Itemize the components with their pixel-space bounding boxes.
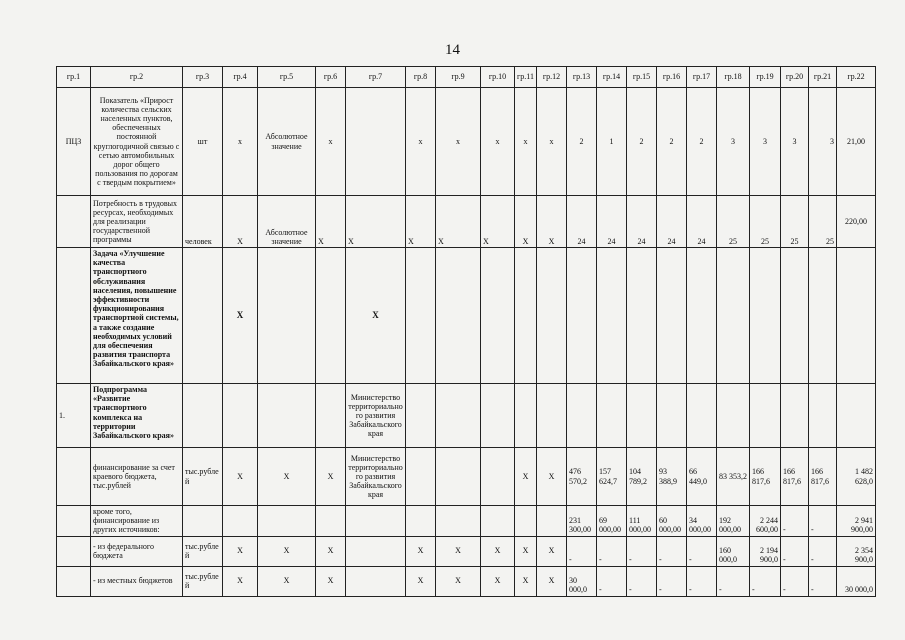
table-cell: 2 194 900,0 <box>750 536 781 566</box>
table-cell: Министерство территориального развития Забайкальского края <box>346 384 406 448</box>
table-cell: 111 000,00 <box>627 506 657 537</box>
table-cell: x <box>406 88 436 196</box>
table-cell <box>717 248 750 384</box>
table-cell <box>481 248 515 384</box>
table-cell: X <box>258 566 316 596</box>
table-cell <box>537 506 567 537</box>
table-cell: X <box>515 566 537 596</box>
table-cell <box>183 384 223 448</box>
header-cell: гр.9 <box>436 67 481 88</box>
table-cell: - <box>809 536 837 566</box>
table-row <box>57 536 876 566</box>
table-cell: x <box>481 88 515 196</box>
table-cell: финансирование за счет краевого бюджета, тыс.рублей <box>91 448 183 506</box>
table-cell <box>657 384 687 448</box>
table-cell <box>258 506 316 537</box>
table-cell: X <box>346 248 406 384</box>
table-row <box>57 248 876 384</box>
page-number: 14 <box>445 42 460 58</box>
header-cell: гр.6 <box>316 67 346 88</box>
table-cell: X <box>316 536 346 566</box>
table-cell: 2 354 900,0 <box>837 536 876 566</box>
table-cell: 476 570,2 <box>567 448 597 506</box>
table-cell <box>687 248 717 384</box>
table-cell: человек <box>183 196 223 248</box>
table-cell: X <box>316 448 346 506</box>
table-cell <box>567 384 597 448</box>
table-cell <box>809 248 837 384</box>
table-cell <box>316 248 346 384</box>
table-cell: X <box>258 448 316 506</box>
table-cell: X <box>436 196 481 248</box>
table-cell: 3 <box>781 88 809 196</box>
table-cell: x <box>515 88 537 196</box>
header-cell: гр.8 <box>406 67 436 88</box>
table-cell: 24 <box>567 196 597 248</box>
table-cell: - из местных бюджетов <box>91 566 183 596</box>
table-cell: - <box>781 506 809 537</box>
table-cell <box>436 448 481 506</box>
table-cell: - <box>781 536 809 566</box>
table-cell: кроме того, финансирование из других источников: <box>91 506 183 537</box>
table-cell: X <box>223 248 258 384</box>
header-cell: гр.10 <box>481 67 515 88</box>
table-cell: x <box>223 88 258 196</box>
table-cell <box>481 448 515 506</box>
table-cell: 220,00 <box>837 196 876 248</box>
table-cell <box>597 384 627 448</box>
table-cell: Потребность в трудовых ресурсах, необходимых для реализации государственной программы <box>91 196 183 248</box>
table-cell: X <box>537 448 567 506</box>
table-cell: Абсолютное значение <box>258 196 316 248</box>
table-cell: 2 <box>627 88 657 196</box>
table-cell: 25 <box>809 196 837 248</box>
table-cell: 2 244 600,00 <box>750 506 781 537</box>
table-cell: 21,00 <box>837 88 876 196</box>
table-cell: - <box>687 566 717 596</box>
table-cell: 104 789,2 <box>627 448 657 506</box>
table-cell: 69 000,00 <box>597 506 627 537</box>
table-cell: Задача «Улучшение качества транспортного обслуживания населения, повышение эффективности функционирования транспортной системы, а также создание необходимых условий для обеспечения развития транспорта Забайкальского края» <box>91 248 183 384</box>
table-cell <box>57 536 91 566</box>
header-cell: гр.18 <box>717 67 750 88</box>
table-cell <box>57 196 91 248</box>
table-cell: 60 000,00 <box>657 506 687 537</box>
table-cell: 25 <box>717 196 750 248</box>
table-cell <box>436 248 481 384</box>
table-cell: 30 000,0 <box>567 566 597 596</box>
table-cell: X <box>515 196 537 248</box>
header-cell: гр.12 <box>537 67 567 88</box>
table-cell <box>537 384 567 448</box>
table-cell: Подпрограмма «Развитие транспортного комплекса на территории Забайкальского края» <box>91 384 183 448</box>
table-cell: 1 482 628,0 <box>837 448 876 506</box>
table-cell <box>57 566 91 596</box>
table-cell: Абсолютное значение <box>258 88 316 196</box>
table-cell <box>781 384 809 448</box>
table-cell: X <box>537 196 567 248</box>
table-cell: 1. <box>57 384 91 448</box>
header-cell: гр.17 <box>687 67 717 88</box>
table-cell <box>346 566 406 596</box>
table-cell <box>57 448 91 506</box>
header-cell: гр.11 <box>515 67 537 88</box>
header-cell: гр.16 <box>657 67 687 88</box>
header-cell: гр.13 <box>567 67 597 88</box>
table-cell: X <box>481 566 515 596</box>
table-cell: - <box>717 566 750 596</box>
table-cell <box>57 248 91 384</box>
table-cell: - <box>657 536 687 566</box>
header-cell: гр.19 <box>750 67 781 88</box>
table-cell: 24 <box>627 196 657 248</box>
table-cell: X <box>346 196 406 248</box>
header-cell: гр.1 <box>57 67 91 88</box>
table-cell <box>436 506 481 537</box>
table-cell: 166 817,6 <box>781 448 809 506</box>
table-cell: тыс.рублей <box>183 566 223 596</box>
table-cell <box>567 248 597 384</box>
table-row <box>57 448 876 506</box>
table-cell <box>406 248 436 384</box>
table-cell: X <box>537 566 567 596</box>
table-cell: 66 449,0 <box>687 448 717 506</box>
table-cell: X <box>515 448 537 506</box>
table-cell: - <box>750 566 781 596</box>
table-cell <box>183 506 223 537</box>
table-cell <box>346 88 406 196</box>
table-cell <box>406 384 436 448</box>
table-cell: - <box>657 566 687 596</box>
table-cell <box>750 248 781 384</box>
table-cell <box>223 506 258 537</box>
table-cell: 24 <box>657 196 687 248</box>
table-cell <box>316 506 346 537</box>
header-cell: гр.20 <box>781 67 809 88</box>
table-cell: ПЦ3 <box>57 88 91 196</box>
table-cell: X <box>223 196 258 248</box>
table-cell: 1 <box>597 88 627 196</box>
table-cell: 3 <box>750 88 781 196</box>
program-table <box>56 66 876 597</box>
table-cell <box>406 506 436 537</box>
table-cell <box>481 506 515 537</box>
table-cell: - <box>627 566 657 596</box>
table-cell: x <box>436 88 481 196</box>
table-cell: Показатель «Прирост количества сельских населенных пунктов, обеспеченных постоянной круглогодичной связью с сетью автомобильных дорог общего пользования по дорогам с твердым покрытием» <box>91 88 183 196</box>
table-cell: x <box>537 88 567 196</box>
table-cell: - <box>809 566 837 596</box>
header-cell: гр.3 <box>183 67 223 88</box>
table-cell <box>627 384 657 448</box>
table-cell: 2 <box>567 88 597 196</box>
table-cell: X <box>406 196 436 248</box>
table-cell: 25 <box>750 196 781 248</box>
header-cell: гр.14 <box>597 67 627 88</box>
table-cell: X <box>258 536 316 566</box>
table-cell: - <box>687 536 717 566</box>
table-cell: 2 <box>657 88 687 196</box>
table-cell <box>515 384 537 448</box>
table-cell: 3 <box>809 88 837 196</box>
table-cell: - <box>597 536 627 566</box>
table-cell <box>223 384 258 448</box>
table-cell: x <box>316 88 346 196</box>
table-cell <box>515 506 537 537</box>
table-cell <box>183 248 223 384</box>
table-cell: 160 000,0 <box>717 536 750 566</box>
table-cell: 24 <box>687 196 717 248</box>
table-cell <box>597 248 627 384</box>
header-cell: гр.5 <box>258 67 316 88</box>
table-cell: 30 000,0 <box>837 566 876 596</box>
table-cell: Министерство территориального развития Забайкальского края <box>346 448 406 506</box>
table-cell: 166 817,6 <box>750 448 781 506</box>
table-cell <box>750 384 781 448</box>
table-cell: 157 624,7 <box>597 448 627 506</box>
header-cell: гр.21 <box>809 67 837 88</box>
table-cell: шт <box>183 88 223 196</box>
table-cell: 34 000,00 <box>687 506 717 537</box>
header-cell: гр.7 <box>346 67 406 88</box>
table-cell: - <box>597 566 627 596</box>
table-cell: тыс.рублей <box>183 536 223 566</box>
table-cell <box>687 384 717 448</box>
table-cell <box>837 384 876 448</box>
table-cell <box>781 248 809 384</box>
table-cell: X <box>316 566 346 596</box>
table-row <box>57 566 876 596</box>
table-cell: 93 388,9 <box>657 448 687 506</box>
table-cell: X <box>436 536 481 566</box>
table-row <box>57 196 876 248</box>
table-cell: - <box>809 506 837 537</box>
table-cell <box>57 506 91 537</box>
table-cell <box>481 384 515 448</box>
table-cell: 24 <box>597 196 627 248</box>
table-cell: X <box>406 566 436 596</box>
table-cell: - <box>627 536 657 566</box>
table-cell <box>837 248 876 384</box>
table-cell: X <box>406 536 436 566</box>
table-cell: X <box>537 536 567 566</box>
table-cell <box>657 248 687 384</box>
table-cell <box>537 248 567 384</box>
header-cell: гр.2 <box>91 67 183 88</box>
table-cell <box>258 248 316 384</box>
header-cell: гр.4 <box>223 67 258 88</box>
table-row <box>57 88 876 196</box>
table-cell: X <box>223 566 258 596</box>
table-cell: 83 353,2 <box>717 448 750 506</box>
table-cell: 166 817,6 <box>809 448 837 506</box>
table-cell <box>346 506 406 537</box>
table-cell: 3 <box>717 88 750 196</box>
table-cell <box>406 448 436 506</box>
table-cell: - из федерального бюджета <box>91 536 183 566</box>
table-cell: X <box>436 566 481 596</box>
table-cell: X <box>316 196 346 248</box>
table-cell <box>717 384 750 448</box>
table-cell: X <box>223 448 258 506</box>
header-cell: гр.22 <box>837 67 876 88</box>
table-cell <box>436 384 481 448</box>
table-cell <box>809 384 837 448</box>
table-cell: 25 <box>781 196 809 248</box>
table-cell: X <box>515 536 537 566</box>
table-cell: 231 300,00 <box>567 506 597 537</box>
table-cell <box>515 248 537 384</box>
table-cell <box>346 536 406 566</box>
table-cell: 192 000,00 <box>717 506 750 537</box>
table-cell: X <box>223 536 258 566</box>
table-cell: - <box>567 536 597 566</box>
table-row <box>57 506 876 537</box>
table-cell: тыс.рублей <box>183 448 223 506</box>
table-cell: X <box>481 196 515 248</box>
table-cell: 2 941 900,00 <box>837 506 876 537</box>
table-cell: X <box>481 536 515 566</box>
table-cell <box>258 384 316 448</box>
header-cell: гр.15 <box>627 67 657 88</box>
table-cell <box>627 248 657 384</box>
table-cell: - <box>781 566 809 596</box>
header-row <box>57 67 876 88</box>
table-row <box>57 384 876 448</box>
table-cell: 2 <box>687 88 717 196</box>
table-cell <box>316 384 346 448</box>
